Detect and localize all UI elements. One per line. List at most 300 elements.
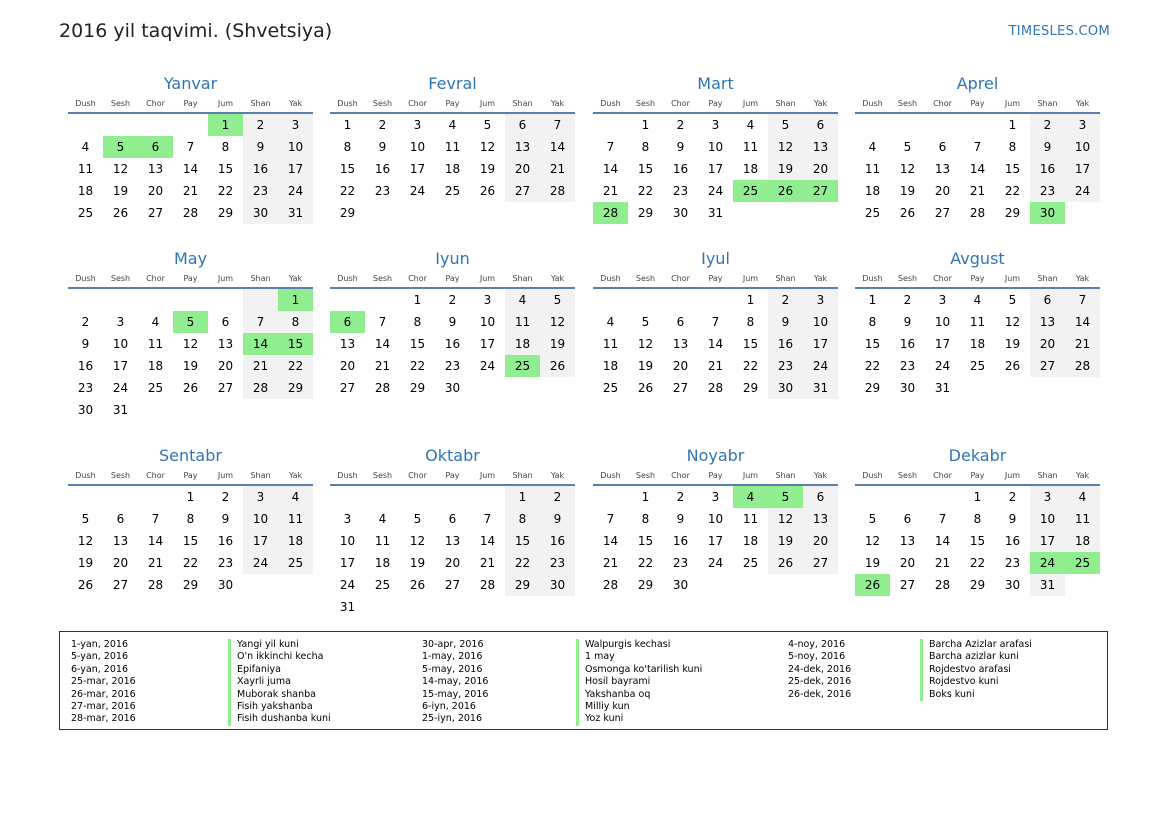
weekday-label: Jum bbox=[742, 274, 759, 283]
day-cell: 4 bbox=[606, 315, 615, 329]
day-cell: 26 bbox=[899, 206, 916, 220]
empty-cell bbox=[768, 202, 803, 224]
day-cell: 20 bbox=[339, 359, 356, 373]
weekday-label: Dush bbox=[75, 99, 96, 108]
day-cell: 1 bbox=[746, 293, 755, 307]
day-cell: 28 bbox=[707, 381, 724, 395]
day-cell: 20 bbox=[505, 158, 540, 180]
day-cell: 7 bbox=[973, 140, 982, 154]
legend-date: 14-may, 2016 bbox=[422, 676, 489, 688]
weekday-label: Jum bbox=[479, 99, 496, 108]
legend-holiday-name: Muborak shanba bbox=[228, 689, 331, 701]
day-cell: 18 bbox=[864, 184, 881, 198]
day-cell: 13 bbox=[217, 337, 234, 351]
day-cell: 5 bbox=[903, 140, 912, 154]
day-cell: 23 bbox=[672, 184, 689, 198]
week-row bbox=[855, 574, 1100, 596]
day-cell: 5 bbox=[768, 114, 803, 136]
day-cell: 15 bbox=[637, 534, 654, 548]
day-cell: 16 bbox=[243, 158, 278, 180]
empty-cell bbox=[1065, 574, 1100, 596]
day-cell: 11 bbox=[374, 534, 391, 548]
week-row bbox=[855, 114, 1100, 136]
empty-cell bbox=[330, 289, 365, 311]
weekday-header bbox=[330, 271, 575, 289]
day-cell: 17 bbox=[278, 158, 313, 180]
day-cell: 3 bbox=[483, 293, 492, 307]
day-cell: 2 bbox=[243, 114, 278, 136]
empty-cell bbox=[68, 114, 103, 136]
weekday-label: Yak bbox=[288, 274, 303, 283]
legend-holiday-name: Yangi yil kuni bbox=[228, 639, 331, 651]
day-cell: 4 bbox=[448, 118, 457, 132]
day-cell: 22 bbox=[637, 184, 654, 198]
day-cell: 6 bbox=[330, 311, 365, 333]
weekday-label: Sesh bbox=[635, 471, 656, 480]
day-cell: 22 bbox=[864, 359, 881, 373]
day-cell: 21 bbox=[374, 359, 391, 373]
day-cell: 28 bbox=[969, 206, 986, 220]
day-cell: 22 bbox=[969, 556, 986, 570]
day-cell: 28 bbox=[1065, 355, 1100, 377]
site-link[interactable]: TIMESLES.COM bbox=[1008, 24, 1110, 39]
day-cell: 23 bbox=[1004, 556, 1021, 570]
week-row bbox=[855, 552, 1100, 574]
day-cell: 23 bbox=[1030, 180, 1065, 202]
weekday-label: Pay bbox=[445, 99, 460, 108]
legend-holiday-name: O'n ikkinchi kecha bbox=[228, 651, 331, 663]
day-cell: 1 bbox=[413, 293, 422, 307]
weekday-label: Yak bbox=[813, 274, 828, 283]
empty-cell bbox=[330, 486, 365, 508]
day-cell: 24 bbox=[278, 180, 313, 202]
day-cell: 3 bbox=[413, 118, 422, 132]
day-cell: 17 bbox=[934, 337, 951, 351]
day-cell: 24 bbox=[243, 552, 278, 574]
day-cell: 26 bbox=[182, 381, 199, 395]
empty-cell bbox=[400, 202, 435, 224]
empty-cell bbox=[173, 289, 208, 311]
day-cell: 14 bbox=[182, 162, 199, 176]
day-cell: 12 bbox=[864, 534, 881, 548]
day-cell: 3 bbox=[938, 293, 947, 307]
day-cell: 6 bbox=[448, 512, 457, 526]
day-cell: 11 bbox=[864, 162, 881, 176]
week-row bbox=[330, 530, 575, 552]
day-cell: 30 bbox=[243, 202, 278, 224]
day-cell: 27 bbox=[444, 578, 461, 592]
day-cell: 17 bbox=[243, 530, 278, 552]
day-cell: 17 bbox=[409, 162, 426, 176]
day-cell: 22 bbox=[637, 556, 654, 570]
weekday-label: Yak bbox=[550, 471, 565, 480]
weekday-label: Dush bbox=[75, 471, 96, 480]
day-cell: 30 bbox=[672, 578, 689, 592]
day-cell: 22 bbox=[1004, 184, 1021, 198]
weekday-label: Sesh bbox=[372, 99, 393, 108]
weekday-label: Yak bbox=[288, 471, 303, 480]
weekday-label: Chor bbox=[408, 99, 427, 108]
weekday-label: Yak bbox=[1075, 274, 1090, 283]
day-cell: 9 bbox=[448, 315, 457, 329]
day-cell: 29 bbox=[409, 381, 426, 395]
weekday-label: Pay bbox=[970, 274, 985, 283]
day-cell: 25 bbox=[278, 552, 313, 574]
day-cell: 4 bbox=[1065, 486, 1100, 508]
page-title: 2016 yil taqvimi. (Shvetsiya) bbox=[59, 20, 333, 42]
day-cell: 14 bbox=[1065, 311, 1100, 333]
week-row bbox=[330, 355, 575, 377]
day-cell: 28 bbox=[182, 206, 199, 220]
day-cell: 11 bbox=[147, 337, 164, 351]
month-name: Sentabr bbox=[159, 446, 222, 465]
weekday-label: Dush bbox=[600, 99, 621, 108]
day-cell: 15 bbox=[969, 534, 986, 548]
empty-cell bbox=[925, 114, 960, 136]
month-block bbox=[68, 444, 313, 596]
day-cell: 20 bbox=[444, 556, 461, 570]
day-cell: 15 bbox=[217, 162, 234, 176]
day-cell: 16 bbox=[672, 162, 689, 176]
empty-cell bbox=[960, 377, 995, 399]
day-cell: 26 bbox=[479, 184, 496, 198]
legend-holiday-name: Barcha Azizlar arafasi bbox=[920, 639, 1032, 651]
day-cell: 28 bbox=[243, 377, 278, 399]
day-cell: 30 bbox=[77, 403, 94, 417]
day-cell: 26 bbox=[112, 206, 129, 220]
weekday-header bbox=[68, 96, 313, 114]
empty-cell bbox=[540, 377, 575, 399]
day-cell: 23 bbox=[243, 180, 278, 202]
day-cell: 16 bbox=[1004, 534, 1021, 548]
day-cell: 15 bbox=[409, 337, 426, 351]
day-cell: 25 bbox=[864, 206, 881, 220]
week-row bbox=[855, 377, 1100, 399]
empty-cell bbox=[208, 399, 243, 421]
day-cell: 20 bbox=[1030, 333, 1065, 355]
day-cell: 23 bbox=[217, 556, 234, 570]
empty-cell bbox=[435, 202, 470, 224]
day-cell: 20 bbox=[672, 359, 689, 373]
week-row bbox=[593, 333, 838, 355]
empty-cell bbox=[505, 377, 540, 399]
day-cell: 19 bbox=[540, 333, 575, 355]
legend-holiday-name: Hosil bayrami bbox=[576, 676, 702, 688]
empty-cell bbox=[278, 399, 313, 421]
weekday-label: Pay bbox=[445, 471, 460, 480]
day-cell: 7 bbox=[186, 140, 195, 154]
week-row bbox=[855, 486, 1100, 508]
day-cell: 12 bbox=[540, 311, 575, 333]
legend-dates-column bbox=[71, 639, 136, 726]
week-row bbox=[855, 311, 1100, 333]
empty-cell bbox=[138, 399, 173, 421]
week-row bbox=[330, 158, 575, 180]
week-row bbox=[593, 486, 838, 508]
day-cell: 14 bbox=[374, 337, 391, 351]
empty-cell bbox=[173, 114, 208, 136]
weekday-label: Sesh bbox=[635, 99, 656, 108]
day-cell: 7 bbox=[1065, 289, 1100, 311]
empty-cell bbox=[1065, 202, 1100, 224]
week-row bbox=[330, 552, 575, 574]
empty-cell bbox=[173, 399, 208, 421]
day-cell: 14 bbox=[540, 136, 575, 158]
day-cell: 30 bbox=[540, 574, 575, 596]
day-cell: 1 bbox=[641, 490, 650, 504]
day-cell: 21 bbox=[602, 184, 619, 198]
empty-cell bbox=[208, 289, 243, 311]
day-cell: 14 bbox=[479, 534, 496, 548]
day-cell: 6 bbox=[903, 512, 912, 526]
day-cell: 10 bbox=[707, 512, 724, 526]
day-cell: 12 bbox=[479, 140, 496, 154]
week-row bbox=[68, 311, 313, 333]
month-block bbox=[855, 444, 1100, 596]
week-row bbox=[855, 180, 1100, 202]
day-cell: 2 bbox=[540, 486, 575, 508]
day-cell: 2 bbox=[221, 490, 230, 504]
weekday-label: Shan bbox=[1037, 274, 1058, 283]
day-cell: 18 bbox=[1065, 530, 1100, 552]
day-cell: 5 bbox=[868, 512, 877, 526]
day-cell: 18 bbox=[77, 184, 94, 198]
legend-date: 28-mar, 2016 bbox=[71, 713, 136, 725]
day-cell: 8 bbox=[641, 512, 650, 526]
day-cell: 26 bbox=[540, 355, 575, 377]
day-cell: 20 bbox=[899, 556, 916, 570]
day-cell: 28 bbox=[593, 202, 628, 224]
empty-cell bbox=[995, 377, 1030, 399]
day-cell: 9 bbox=[903, 315, 912, 329]
day-cell: 26 bbox=[77, 578, 94, 592]
month-block bbox=[855, 72, 1100, 224]
day-cell: 4 bbox=[151, 315, 160, 329]
weekday-label: Shan bbox=[512, 471, 533, 480]
day-cell: 15 bbox=[637, 162, 654, 176]
day-cell: 26 bbox=[409, 578, 426, 592]
day-cell: 19 bbox=[768, 530, 803, 552]
empty-cell bbox=[1030, 377, 1065, 399]
legend-holiday-name: Walpurgis kechasi bbox=[576, 639, 702, 651]
day-cell: 6 bbox=[1030, 289, 1065, 311]
day-cell: 24 bbox=[803, 355, 838, 377]
day-cell: 11 bbox=[444, 140, 461, 154]
month-block bbox=[68, 247, 313, 421]
day-cell: 25 bbox=[602, 381, 619, 395]
empty-cell bbox=[400, 486, 435, 508]
day-cell: 16 bbox=[217, 534, 234, 548]
day-cell: 27 bbox=[217, 381, 234, 395]
day-cell: 10 bbox=[409, 140, 426, 154]
day-cell: 11 bbox=[1065, 508, 1100, 530]
day-cell: 8 bbox=[641, 140, 650, 154]
day-cell: 10 bbox=[1065, 136, 1100, 158]
day-cell: 28 bbox=[374, 381, 391, 395]
legend-date: 1-may, 2016 bbox=[422, 651, 483, 663]
week-row bbox=[593, 180, 838, 202]
day-cell: 3 bbox=[803, 289, 838, 311]
day-cell: 12 bbox=[112, 162, 129, 176]
week-row bbox=[330, 114, 575, 136]
day-cell: 20 bbox=[803, 158, 838, 180]
week-row bbox=[68, 289, 313, 311]
day-cell: 2 bbox=[768, 289, 803, 311]
day-cell: 18 bbox=[742, 162, 759, 176]
weekday-label: Jum bbox=[742, 99, 759, 108]
month-block bbox=[593, 444, 838, 596]
day-cell: 13 bbox=[672, 337, 689, 351]
day-cell: 21 bbox=[147, 556, 164, 570]
day-cell: 6 bbox=[803, 486, 838, 508]
day-cell: 9 bbox=[540, 508, 575, 530]
week-row bbox=[855, 530, 1100, 552]
week-row bbox=[593, 136, 838, 158]
week-row bbox=[68, 158, 313, 180]
day-cell: 24 bbox=[409, 184, 426, 198]
day-cell: 14 bbox=[602, 534, 619, 548]
month-block bbox=[855, 247, 1100, 399]
weekday-label: Shan bbox=[775, 99, 796, 108]
legend-holiday-name: Rojdestvo kuni bbox=[920, 676, 1032, 688]
day-cell: 18 bbox=[969, 337, 986, 351]
weekday-label: Chor bbox=[671, 99, 690, 108]
day-cell: 27 bbox=[672, 381, 689, 395]
empty-cell bbox=[470, 596, 505, 618]
day-cell: 17 bbox=[707, 162, 724, 176]
day-cell: 11 bbox=[77, 162, 94, 176]
weekday-label: Sesh bbox=[897, 471, 918, 480]
empty-cell bbox=[138, 486, 173, 508]
day-cell: 10 bbox=[803, 311, 838, 333]
empty-cell bbox=[925, 486, 960, 508]
day-cell: 10 bbox=[707, 140, 724, 154]
day-cell: 8 bbox=[343, 140, 352, 154]
day-cell: 3 bbox=[278, 114, 313, 136]
day-cell: 7 bbox=[378, 315, 387, 329]
day-cell: 27 bbox=[505, 180, 540, 202]
legend-holiday-name: Yoz kuni bbox=[576, 713, 702, 725]
day-cell: 26 bbox=[637, 381, 654, 395]
empty-cell bbox=[663, 289, 698, 311]
day-cell: 24 bbox=[112, 381, 129, 395]
day-cell: 17 bbox=[1030, 530, 1065, 552]
weekday-label: Jum bbox=[217, 471, 234, 480]
day-cell: 30 bbox=[1004, 578, 1021, 592]
empty-cell bbox=[470, 486, 505, 508]
weekday-label: Pay bbox=[970, 471, 985, 480]
week-row bbox=[68, 333, 313, 355]
weekday-label: Shan bbox=[512, 99, 533, 108]
legend-holiday-name: Barcha azizlar kuni bbox=[920, 651, 1032, 663]
day-cell: 22 bbox=[278, 355, 313, 377]
day-cell: 21 bbox=[479, 556, 496, 570]
empty-cell bbox=[768, 574, 803, 596]
day-cell: 3 bbox=[711, 118, 720, 132]
empty-cell bbox=[1065, 377, 1100, 399]
day-cell: 20 bbox=[803, 530, 838, 552]
month-name: Mart bbox=[697, 74, 734, 93]
empty-cell bbox=[435, 486, 470, 508]
day-cell: 19 bbox=[409, 556, 426, 570]
day-cell: 5 bbox=[641, 315, 650, 329]
day-cell: 15 bbox=[505, 530, 540, 552]
day-cell: 12 bbox=[768, 508, 803, 530]
month-name: Avgust bbox=[950, 249, 1005, 268]
legend-date: 27-mar, 2016 bbox=[71, 700, 136, 712]
day-cell: 14 bbox=[934, 534, 951, 548]
month-block bbox=[330, 72, 575, 224]
empty-cell bbox=[68, 289, 103, 311]
day-cell: 21 bbox=[243, 355, 278, 377]
day-cell: 19 bbox=[899, 184, 916, 198]
week-row bbox=[593, 552, 838, 574]
weekday-label: Chor bbox=[408, 471, 427, 480]
day-cell: 28 bbox=[147, 578, 164, 592]
day-cell: 23 bbox=[444, 359, 461, 373]
day-cell: 11 bbox=[742, 512, 759, 526]
day-cell: 3 bbox=[343, 512, 352, 526]
day-cell: 13 bbox=[112, 534, 129, 548]
legend-holiday-name: 1 may bbox=[576, 651, 702, 663]
legend-date: 15-may, 2016 bbox=[422, 688, 489, 700]
day-cell: 19 bbox=[1004, 337, 1021, 351]
month-name: Dekabr bbox=[948, 446, 1007, 465]
day-cell: 19 bbox=[637, 359, 654, 373]
day-cell: 27 bbox=[803, 180, 838, 202]
day-cell: 26 bbox=[768, 180, 803, 202]
day-cell: 14 bbox=[243, 333, 278, 355]
weekday-label: Chor bbox=[671, 274, 690, 283]
weekday-label: Dush bbox=[337, 99, 358, 108]
week-row bbox=[68, 355, 313, 377]
day-cell: 5 bbox=[413, 512, 422, 526]
day-cell: 2 bbox=[1008, 490, 1017, 504]
day-cell: 25 bbox=[742, 556, 759, 570]
month-block bbox=[593, 247, 838, 399]
empty-cell bbox=[138, 114, 173, 136]
legend-date: 26-dek, 2016 bbox=[788, 688, 852, 700]
weekday-label: Yak bbox=[288, 99, 303, 108]
weekday-label: Chor bbox=[146, 99, 165, 108]
day-cell: 8 bbox=[413, 315, 422, 329]
week-row bbox=[593, 508, 838, 530]
day-cell: 13 bbox=[444, 534, 461, 548]
week-row bbox=[68, 508, 313, 530]
day-cell: 7 bbox=[243, 311, 278, 333]
month-name: Fevral bbox=[428, 74, 477, 93]
weekday-label: Chor bbox=[408, 274, 427, 283]
weekday-label: Pay bbox=[183, 99, 198, 108]
empty-cell bbox=[803, 202, 838, 224]
day-cell: 8 bbox=[278, 311, 313, 333]
day-cell: 13 bbox=[803, 508, 838, 530]
day-cell: 24 bbox=[1065, 180, 1100, 202]
day-cell: 18 bbox=[742, 534, 759, 548]
week-row bbox=[68, 399, 313, 421]
day-cell: 7 bbox=[540, 114, 575, 136]
day-cell: 22 bbox=[742, 359, 759, 373]
month-name: May bbox=[173, 249, 208, 268]
day-cell: 9 bbox=[1030, 136, 1065, 158]
day-cell: 13 bbox=[899, 534, 916, 548]
legend-date: 5-yan, 2016 bbox=[71, 651, 128, 663]
month-name: Aprel bbox=[956, 74, 999, 93]
day-cell: 13 bbox=[505, 136, 540, 158]
day-cell: 14 bbox=[707, 337, 724, 351]
month-block bbox=[330, 247, 575, 399]
day-cell: 29 bbox=[278, 377, 313, 399]
